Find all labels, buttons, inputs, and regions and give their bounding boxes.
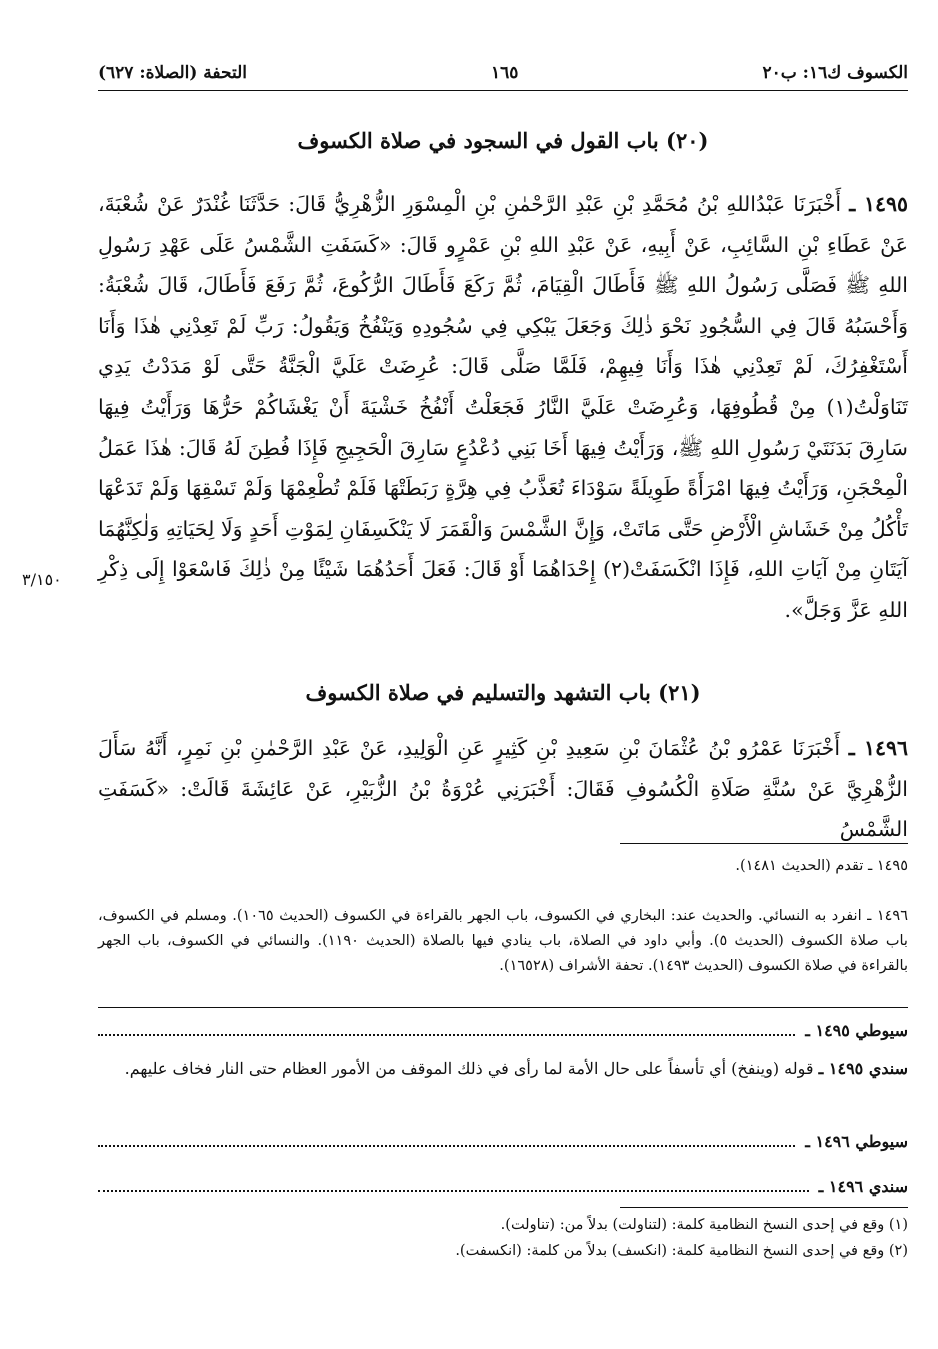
page-number: ١٦٥ [491, 63, 519, 83]
takhrij-1496: ١٤٩٦ ـ انفرد به النسائي. والحديث عند: البخاري في الكسوف، باب الجهر بالقراءة في الكسوف (الحديث ١٠٦٥). ومسلم في الكسوف، باب صلاة الكسوف (الحديث ٥). وأبي داود في الصلاة، باب ينادي فيها بالصلاة (الحديث ١١٩٠). والنسائي في الكسوف، باب الجهر بالقراءة في صلاة الكسوف (الحديث ١٤٩٣). تحفة الأشراف (١٦٥٢٨). [98, 908, 908, 974]
hadith-1496-number: ١٤٩٦ ـ [848, 736, 908, 760]
dotted-leader [98, 1135, 795, 1147]
note-1: (١) وقع في إحدى النسخ النظامية كلمة: (لتناولت) بدلاً من: (تناولت). [500, 1217, 908, 1233]
notes-rule [620, 1207, 908, 1208]
commentary-rule [98, 1007, 908, 1008]
dotted-leader [98, 1024, 795, 1036]
suyuti-1496-row [98, 1125, 908, 1157]
hadith-1496-text: أَخْبَرَنَا عَمْرُو بْنُ عُثْمَانَ بْنِ سَعِيدِ بْنِ كَثِيرٍ عَنِ الْوَلِيدِ، عَنْ عَبْدِ الرَّحْمٰنِ بْنِ نَمِرٍ، أَنَّهُ سَأَلَ الزُّهْرِيَّ عَنْ سُنَّةِ صَلَاةِ الْكُسُوفِ فَقَالَ: أَخْبَرَنِي عُرْوَةُ بْنُ الزُّبَيْرِ، عَنْ عَائِشَةَ قَالَتْ: «كَسَفَتِ الشَّمْسُ [98, 736, 908, 842]
chapter-21-title: (٢١) باب التشهد والتسليم في صلاة الكسوف [305, 680, 701, 705]
takhrij-1495: ١٤٩٥ ـ تقدم (الحديث ١٤٨١). [735, 858, 908, 874]
hadith-1496 [98, 728, 908, 850]
header-tuhfa-ref: التحفة (الصلاة: ٦٢٧) [98, 63, 248, 83]
margin-volume-ref: ٣/١٥٠ [22, 570, 62, 589]
hadith-1495 [98, 184, 908, 631]
suyuti-1495-row [98, 1014, 908, 1046]
hadith-1495-text: أَخْبَرَنَا عَبْدُاللهِ بْنُ مُحَمَّدِ بْنِ عَبْدِ الرَّحْمٰنِ بْنِ الْمِسْوَرِ الزُّهْرِيُّ قَالَ: حَدَّثَنَا غُنْدَرٌ عَنْ شُعْبَةَ، عَنْ عَطَاءِ بْنِ السَّائِبِ، عَنْ أَبِيهِ، عَنْ عَبْدِ اللهِ بْنِ عَمْرٍو قَالَ: «كَسَفَتِ الشَّمْسُ عَلَى عَهْدِ رَسُولِ اللهِ ﷺ فَصَلَّى رَسُولُ اللهِ ﷺ فَأَطَالَ الْقِيَامَ، ثُمَّ رَكَعَ فَأَطَالَ الرُّكُوعَ، ثُمَّ رَفَعَ فَأَطَالَ، قَالَ شُعْبَةُ: وَأَحْسَبُهُ قَالَ فِي السُّجُودِ نَحْوَ ذٰلِكَ وَجَعَلَ يَبْكِي فِي سُجُودِهِ وَيَنْفُخُ وَيَقُولُ: رَبِّ لَمْ تَعِدْنِي هٰذَا وَأَنَا أَسْتَغْفِرُكَ، لَمْ تَعِدْنِي هٰذَا وَأَنَا فِيهِمْ، فَلَمَّا صَلَّى قَالَ: عُرِضَتْ عَلَيَّ الْجَنَّةُ حَتَّى لَوْ مَدَدْتُ يَدِي تَنَاوَلْتُ(١) مِنْ قُطُوفِهَا، وَعُرِضَتْ عَلَيَّ النَّارُ فَجَعَلْتُ أَنْفُخُ خَشْيَةَ أَنْ يَغْشَاكُمْ حَرُّهَا وَرَأَيْتُ فِيهَا سَارِقَ بَدَنَتَيْ رَسُولِ اللهِ ﷺ، وَرَأَيْتُ فِيهَا أَخَا بَنِي دُعْدُعٍ سَارِقَ الْحَجِيجِ فَإِذَا فُطِنَ لَهُ قَالَ: هٰذَا عَمَلُ الْمِحْجَنِ، وَرَأَيْتُ فِيهَا امْرَأَةً طَوِيلَةً سَوْدَاءَ تُعَذَّبُ فِي هِرَّةٍ رَبَطَتْهَا فَلَمْ تُطْعِمْهَا وَلَمْ تَسْقِهَا وَلَمْ تَدَعْهَا تَأْكُلُ مِنْ خَشَاشِ الْأَرْضِ حَتَّى مَاتَتْ، وَإِنَّ الشَّمْسَ وَالْقَمَرَ لَا يَنْكَسِفَانِ لِمَوْتِ أَحَدٍ وَلَا لِحَيَاتِهِ وَلٰكِنَّهُمَا آيَتَانِ مِنْ آيَاتِ اللهِ، فَإِذَا انْكَسَفَتْ(٢) إِحْدَاهُمَا أَوْ قَالَ: فَعَلَ أَحَدُهُمَا شَيْئًا مِنْ ذٰلِكَ فَاسْعَوْا إِلَى ذِكْرِ اللهِ عَزَّ وَجَلَّ». [98, 192, 909, 622]
header-rule [98, 90, 908, 91]
note-2: (٢) وقع في إحدى النسخ النظامية كلمة: (انكسف) بدلاً من كلمة: (انكسفت). [455, 1243, 908, 1259]
page-header [98, 58, 908, 88]
suyuti-1496-label: سيوطي ١٤٩٦ ـ [805, 1131, 908, 1151]
hadith-1495-number: ١٤٩٥ ـ [849, 192, 908, 216]
sindi-1495-text: قوله (وينفخ) أي تأسفاً على حال الأمة لما رأى في ذلك الموقف من الأمور العظام حتى النار فخاف عليهم. [124, 1059, 814, 1078]
sindi-1496-label: سندي ١٤٩٦ ـ [818, 1176, 908, 1196]
suyuti-1495-label: سيوطي ١٤٩٥ ـ [805, 1020, 908, 1040]
chapter-20-title: (٢٠) باب القول في السجود في صلاة الكسوف [297, 128, 709, 153]
takhrij-rule [620, 843, 908, 844]
sindi-1495-label: سندي ١٤٩٥ ـ [818, 1059, 908, 1078]
dotted-leader [98, 1180, 809, 1192]
header-chapter-ref: الكسوف ك١٦: ب٢٠ [762, 63, 908, 83]
sindi-1496-row [98, 1170, 908, 1202]
sindi-1495 [98, 1054, 908, 1084]
